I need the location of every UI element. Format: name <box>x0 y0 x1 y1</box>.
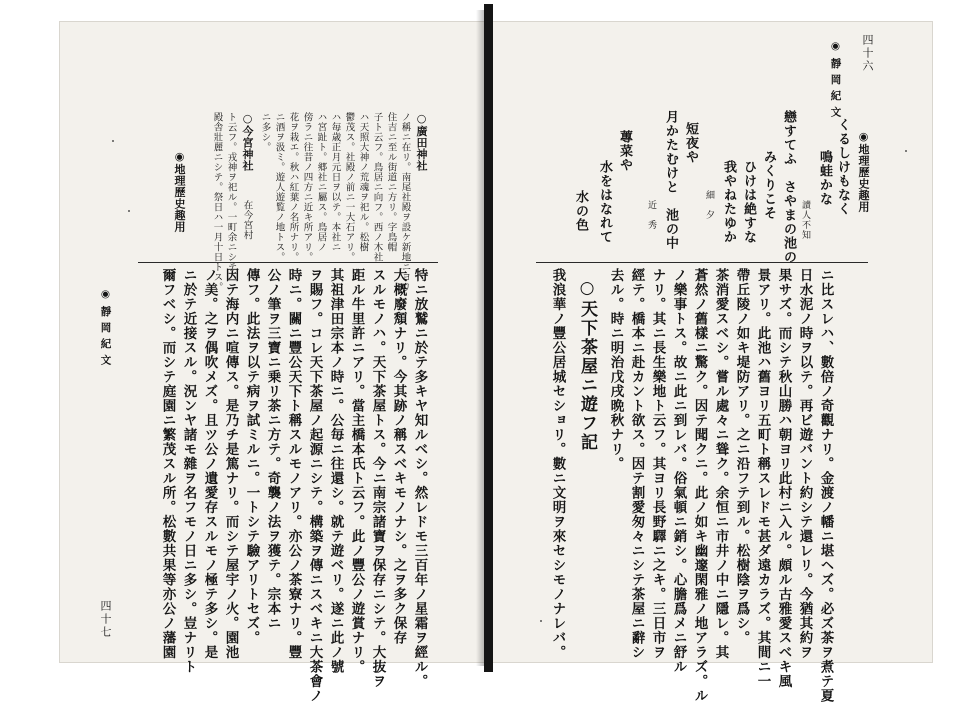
page-divider-rule <box>536 262 868 263</box>
print-speck <box>128 210 130 212</box>
text-column: 大概廢頽ナリ。今其跡ノ稱スベキモノナシ。之ヲ多ク保存 <box>390 268 407 645</box>
page-number-left: 四十七 <box>99 600 112 639</box>
region-head-right: ◉地理歷史趣用 <box>857 130 870 213</box>
note-line: 在今宮村 <box>241 200 253 240</box>
print-speck <box>540 620 542 622</box>
text-column: ニ比スレハ、數倍ノ奇觀ナリ。金渡ノ幡ニ堪ヘズ。必ズ茶ヲ煮テ夏 <box>817 268 834 703</box>
print-speck <box>905 150 907 152</box>
text-column: ノ美。之ヲ偶吹メズ。且ツ公ノ遺愛存スルモノ極テ多シ。是 <box>201 268 218 660</box>
text-column: スルモノハ。天下茶屋トス。今ニ南宗諸寶ヲ保存ニシテ。大抜ヲ <box>369 268 386 689</box>
note-line: ニ酒ヲ汲ミ。遊人遊覧ノ地トス。 <box>273 112 285 262</box>
note-line: 住吉ニ至ル街道ニ方リ。字鳥帽 <box>385 112 397 252</box>
right-page <box>500 34 908 703</box>
poem-line: ひけは絶すな <box>741 160 756 244</box>
poem-author: 細 夕 <box>704 190 714 220</box>
poem-author: 近 秀 <box>646 200 656 230</box>
text-column: ノ樂事トス。故ニ此ニ到レバ。俗氣頓ニ銷シ。心膽爲メニ舒ル <box>670 268 687 674</box>
text-column: 果サズ。而シテ秋山勝ハ朝ヨリ此村ニ入ル。頗ル古雅愛スベキ風 <box>775 268 792 689</box>
poem-line: 鳴蛙かな <box>817 150 832 206</box>
book-binding <box>484 4 493 672</box>
text-column: 景アリ。此池ハ舊ヨリ五町ト稱スレドモ甚ダ遠カラズ。其間ニ一 <box>754 268 771 689</box>
note-line: 子ト云フ。鳥居ニ向フ。西ノ木社 <box>371 112 383 262</box>
poem-line: くるしけもなく <box>835 118 850 216</box>
text-column: 去ル。時ニ明治戊戌晩秋ナリ。 <box>607 268 624 471</box>
note-line: 花ヲ栽エ。秋ハ紅葉ノ名所ナリ。 <box>287 112 299 262</box>
gutter-shadow <box>476 10 484 666</box>
text-column: 時ニ。關ニ豐公天下ト稱スルモノアリ。亦公ノ茶寮ナリ。豐 <box>285 268 302 660</box>
text-column: 蒼然ノ舊樣ニ驚ク。因テ聞クニ。此ノ如キ幽邃閑雅ノ地アラズ。ル <box>691 268 708 703</box>
note-line: 傍ラニ往昔ノ四方ニ近キ所アリ。 <box>301 112 313 262</box>
note-heading: ○今宮神社 <box>241 112 254 172</box>
section-title: ○天下茶屋ニ遊フ記 <box>577 278 597 452</box>
text-column: 其祖津田宗本ノ時ニ。公毎ニ往還シ。就テ遊ベリ。遂ニ此ノ號 <box>327 268 344 674</box>
print-speck <box>112 140 114 142</box>
note-line: 殿舎壯麗ニシテ。祭日ハ一月十日トス。 <box>211 112 223 292</box>
poem-line: 短夜や <box>683 122 698 164</box>
poem-author: 讀人不知 <box>800 200 810 240</box>
note-line: ノ稱ニ在リ。南尾社殿ヲ設ケ新地ニヨリ <box>399 112 411 292</box>
region-head-left: ◉地理歷史趣用 <box>173 150 186 233</box>
text-column: 特ニ放鷲ニ於テ多キヤ知ルベシ。然レドモ三百年ノ星霜ヲ經ル。 <box>411 268 428 689</box>
text-column: 公ノ筆ヲ三寶ニ乗リ茶ニ方テ。奇襲ノ法ヲ獲テ。宗本ニ <box>264 268 281 631</box>
note-line: ト云フ。戎神ヲ祀ル。一町余ニシテ <box>225 112 237 272</box>
text-column: 帶丘陵ノ如キ堤防アリ。之ニ沿フテ到ル。松樹陰ヲ爲シ。 <box>733 268 750 645</box>
note-line: ニ多シ。 <box>259 112 271 152</box>
poem-line: 水の色 <box>573 190 588 232</box>
note-line: ハ天照大神ノ荒魂ヲ祀ル。松樹 <box>357 112 369 252</box>
note-heading: ○廣田神社 <box>415 112 428 172</box>
text-column: 日水泥ノ時ヲ以テ。再ビ遊バント約シテ還レリ。今猶其約ヲ <box>796 268 813 660</box>
note-line: ハ宮趾ト。郷社ニ屬ス。鳥居ノ <box>315 112 327 252</box>
running-head-right: ◉ 靜 岡 紀 文 <box>829 40 842 118</box>
text-column: 因テ海内ニ喧傳ス。是乃チ是篤ナリ。而シテ屋宇ノ火。園池 <box>222 268 239 660</box>
text-column: 經テ。橋本ニ赴カント欲ス。因テ割愛匆々ニシテ茶屋ニ辭シ <box>628 268 645 660</box>
running-head-left: ◉ 靜 岡 紀 文 <box>99 288 112 366</box>
text-column: 我浪華ノ豐公居城セショリ。數ニ文明ヲ來セシモノナレバ。 <box>549 268 566 660</box>
left-page <box>78 40 473 703</box>
poem-line: 月かたむけと 池の中 <box>663 110 678 250</box>
note-line: 鬱茂ス。社殿ノ前ニ一大石アリ。 <box>343 112 355 262</box>
text-column: 茶消愛スベシ。嘗ル處々ニ聳ク。余恒ニ市井ノ中ニ隱レ。其 <box>712 268 729 660</box>
text-column: 距ル牛里許ニアリ。當主橋本氏ト云フ。此ノ豐公ノ遊賞ナリ。 <box>348 268 365 674</box>
text-column: 傳フ。此法ヲ以テ病ヲ試ミルニ。一トシテ驗アリトセズ。 <box>243 268 260 645</box>
poem-line: 我やねたゆか <box>721 160 736 244</box>
text-column: ニ於テ近接スル。況ンヤ諸モ雜ヲ名フモノ日ニ多シ。豈ナリト <box>180 268 197 674</box>
page-divider-rule <box>138 262 438 263</box>
note-line: ハ毎歳正月元日ヲ以テ。本社ニ <box>329 112 341 252</box>
poem-line: 戀すてふ さやまの池の <box>781 110 796 264</box>
text-column: 爾フベシ。而シテ庭園ニ繁茂スル所。松數共果等亦公ノ藩園 <box>159 268 176 660</box>
text-column: ナリ。其ニ長生樂地ト云フ。其ヨリ長野驛ニ之キ。三日市ヲ <box>649 268 666 660</box>
poem-line: 水をはなれて <box>597 160 612 244</box>
poem-line: 蓴菜や <box>617 130 632 172</box>
page-number-right: 四十六 <box>861 34 874 73</box>
text-column: ヲ賜フ。コレ天下茶屋ノ起源ニシテ。構築ヲ傳ニスベキニ大茶會ノ <box>306 268 323 703</box>
poem-line: みくりこそ <box>761 150 776 220</box>
